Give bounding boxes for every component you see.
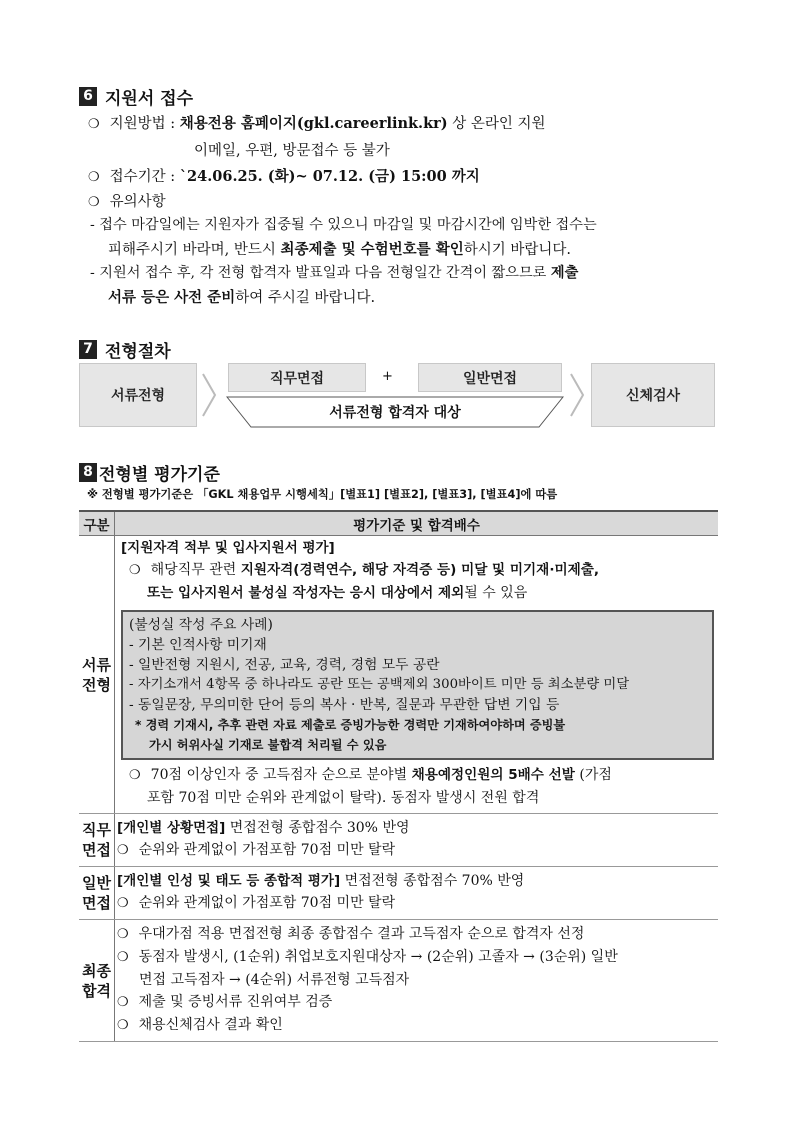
apply-period: ❍ 접수기간 : `24.06.25. (화)~ 07.12. (금) 15:00 까지 [88, 168, 480, 185]
gen-heading: [개인별 인성 및 태도 등 종합적 평가] 면접전형 종합점수 70% 반영 [117, 873, 525, 889]
circle-bullet-icon: ❍ [88, 170, 100, 185]
row-content-document [115, 536, 719, 814]
flow-target-label: 서류전형 합격자 대상 [329, 405, 461, 421]
section-8-title: 전형별 평가기준 [99, 465, 220, 485]
final-point-3: ❍ 제출 및 증빙서류 진위여부 검증 [117, 994, 333, 1010]
circle-bullet-icon: ❍ [117, 843, 129, 858]
row-label-general-interview: 일반 면접 [79, 867, 115, 920]
row-label-job-interview: 직무 면접 [79, 814, 115, 867]
row-label-document: 서류 전형 [79, 536, 115, 814]
notes-label: ❍ 유의사항 [88, 194, 166, 210]
apply-method: ❍ 지원방법 : 채용전용 홈페이지(gkl.careerlink.kr) 상 온라인 지원 [88, 115, 546, 132]
section-6-heading [79, 84, 193, 109]
flow-step-document: 서류전형 [79, 363, 197, 427]
circle-bullet-icon: ❍ [129, 563, 141, 578]
final-point-4: ❍ 채용신체검사 결과 확인 [117, 1017, 283, 1033]
circle-bullet-icon: ❍ [117, 995, 129, 1010]
final-point-2: ❍ 동점자 발생시, (1순위) 취업보호지원대상자 → (2순위) 고졸자 → (3순위) 일반 [117, 949, 618, 965]
career-warning: * 경력 기재시, 추후 관련 자료 제출로 증빙가능한 경력만 기재하여야하며 증빙불 [135, 718, 566, 732]
note-1-line-2: 피해주시기 바라며, 반드시 최종제출 및 수험번호를 확인하시기 바랍니다. [108, 241, 572, 258]
section-7-title: 전형절차 [105, 342, 171, 362]
table-row [79, 536, 718, 814]
gen-point-1: ❍ 순위와 관계없이 가점포함 70점 미만 탈락 [117, 895, 396, 911]
flow-plus: + [382, 369, 393, 384]
note-2-line-2: 서류 등은 사전 준비하여 주시길 바랍니다. [108, 289, 376, 306]
final-point-1: ❍ 우대가점 적용 면접전형 최종 종합점수 결과 고득점자 순으로 합격자 선정 [117, 926, 585, 942]
doc-point-2-cont: 포함 70점 미만 순위와 관계없이 탈락). 동점자 발생시 전원 합격 [147, 790, 540, 806]
job-point-1: ❍ 순위와 관계없이 가점포함 70점 미만 탈락 [117, 842, 396, 858]
note-1-line-1: - 접수 마감일에는 지원자가 집중될 수 있으니 마감일 및 마감시간에 임박한 접수는 [90, 217, 597, 233]
chevron-right-icon [568, 372, 586, 418]
apply-method-note: 이메일, 우편, 방문접수 등 불가 [194, 143, 390, 159]
criteria-note: ※ 전형별 평가기준은 「GKL 채용업무 시행세칙」[별표1] [별표2], [별표3], [별표4]에 따름 [87, 488, 558, 501]
circle-bullet-icon: ❍ [129, 768, 141, 783]
chevron-right-icon [200, 372, 218, 418]
section-number-7: 7 [79, 340, 97, 359]
section-7-heading [79, 337, 171, 362]
final-point-2-cont: 면접 고득점자 → (4순위) 서류전형 고득점자 [139, 972, 410, 988]
row-label-final: 최종 합격 [79, 920, 115, 1042]
circle-bullet-icon: ❍ [88, 195, 100, 210]
row-content-final [115, 920, 719, 1042]
doc-point-1-cont: 또는 입사지원서 불성실 작성자는 응시 대상에서 제외될 수 있음 [147, 585, 528, 601]
flow-step-general-interview: 일반면접 [418, 363, 562, 392]
criteria-table [79, 510, 718, 1042]
table-row [79, 867, 718, 920]
table-row [79, 920, 718, 1042]
row-content-general-interview [115, 867, 719, 920]
flow-step-physical-exam: 신체검사 [591, 363, 715, 427]
row-content-job-interview [115, 814, 719, 867]
section-6-title: 지원서 접수 [105, 89, 194, 109]
table-row [79, 814, 718, 867]
table-header [79, 511, 718, 536]
circle-bullet-icon: ❍ [117, 927, 129, 942]
circle-bullet-icon: ❍ [88, 117, 100, 132]
circle-bullet-icon: ❍ [117, 896, 129, 911]
section-number-6: 6 [79, 87, 97, 106]
job-heading: [개인별 상황면접] 면접전형 종합점수 30% 반영 [117, 820, 410, 836]
col-category: 구분 [79, 511, 115, 536]
doc-heading: [지원자격 적부 및 입사지원서 평가] [121, 540, 335, 556]
doc-point-1: ❍ 해당직무 관련 지원자격(경력연수, 해당 자격증 등) 미달 및 미기재·미제출, [129, 562, 600, 578]
section-8-heading [79, 460, 220, 485]
doc-point-2: ❍ 70점 이상인자 중 고득점자 순으로 분야별 채용예정인원의 5배수 선발 (가점 [129, 767, 612, 783]
note-2-line-1: - 지원서 접수 후, 각 전형 합격자 발표일과 다음 전형일간 간격이 짧으므로 제출 [90, 265, 579, 281]
bad-faith-examples-box: (불성실 작성 주요 사례) - 기본 인적사항 미기재 - 일반전형 지원시, 전공, 교육, 경력, 경험 모두 공란 - 자기소개서 4항목 중 하나라도 공란 또는 공백제외 300바이트 미만 등 최소분량 미달 - 동일문장, 무의미한 단어 등의 복사 · 반복, 질문과 무관한 답변 기입 등 * 경력 기재시, 추후 관련 자료 제출로 증빙가능한 경력만 기재하여야하며 증빙불 가시 허위사실 기재로 불합격 처리될 수 있음 [121, 610, 714, 760]
apply-period-value: `24.06.25. (화)~ 07.12. (금) 15:00 까지 [179, 168, 480, 185]
circle-bullet-icon: ❍ [117, 1018, 129, 1033]
section-number-8: 8 [79, 463, 97, 482]
apply-method-site: 채용전용 홈페이지(gkl.careerlink.kr) [179, 115, 448, 132]
circle-bullet-icon: ❍ [117, 950, 129, 965]
col-criteria: 평가기준 및 합격배수 [115, 511, 719, 536]
flow-step-job-interview: 직무면접 [228, 363, 366, 392]
